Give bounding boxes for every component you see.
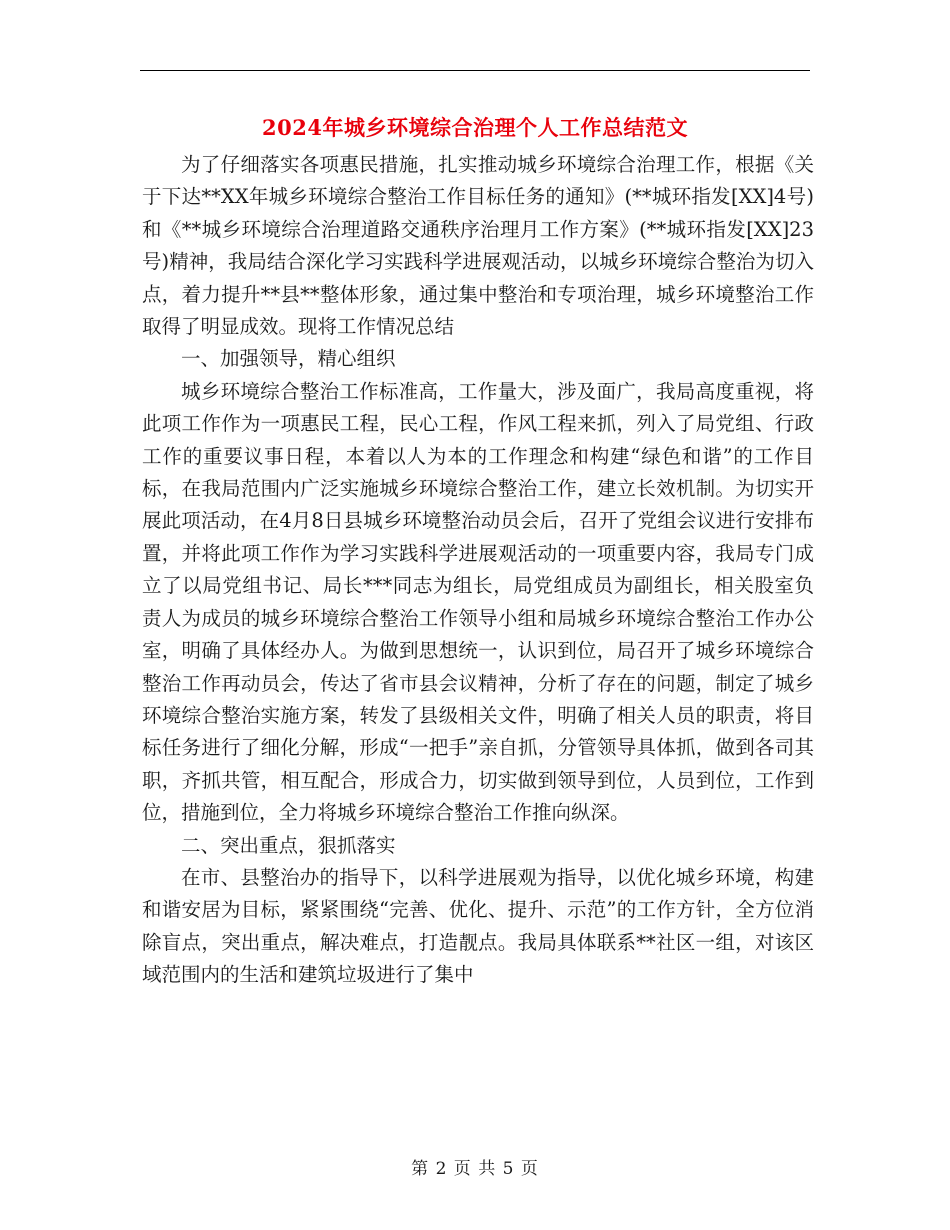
document-title: 2024年城乡环境综合治理个人工作总结范文 [262, 115, 688, 140]
section-heading-2: 二、突出重点，狠抓落实 [181, 833, 396, 857]
page-number-footer: 第 2 页 共 5 页 [411, 1159, 539, 1179]
section-heading-1: 一、加强领导，精心组织 [181, 347, 396, 371]
header-rule [140, 70, 810, 71]
paragraph-section-1: 城乡环境综合整治工作标准高，工作量大，涉及面广，我局高度重视，将此项工作作为一项惠民工程，民心工程，作风工程来抓，列入了局党组、行政工作的重要议事日程，本着以人为本的工作理念和构建“绿色和谐”的工作目标，在我局范围内广泛实施城乡环境综合整治工作，建立长效机制。为切实开展此项活动，在4月8日县城乡环境整治动员会后，召开了党组会议进行安排布置，并将此项工作作为学习实践科学进展观活动的一项重要内容，我局专门成立了以局党组书记、局长***同志为组长，局党组成员为副组长，相关股室负责人为成员的城乡环境综合整治工作领导小组和局城乡环境综合整治工作办公室，明确了具体经办人。为做到思想统一，认识到位，局召开了城乡环境综合整治工作再动员会，传达了省市县会议精神，分析了存在的问题，制定了城乡环境综合整治实施方案，转发了县级相关文件，明确了相关人员的职责，将目标任务进行了细化分解，形成“一把手”亲自抓，分管领导具体抓，做到各司其职，齐抓共管，相互配合，形成合力，切实做到领导到位，人员到位，工作到位，措施到位，全力将城乡环境综合整治工作推向纵深。 [142, 379, 814, 825]
paragraph-intro: 为了仔细落实各项惠民措施，扎实推动城乡环境综合治理工作，根据《关于下达**XX年城乡环境综合整治工作目标任务的通知》(**城环指发[XX]4号)和《**城乡环境综合治理道路交通秩序治理月工作方案》(**城环指发[XX]23号)精神，我局结合深化学习实践科学进展观活动，以城乡环境综合整治为切入点，着力提升**县**整体形象，通过集中整治和专项治理，城乡环境整治工作取得了明显成效。现将工作情况总结 [142, 153, 814, 339]
document-body [142, 149, 814, 992]
paragraph-section-2: 在市、县整治办的指导下，以科学进展观为指导，以优化城乡环境，构建和谐安居为目标，紧紧围绕“完善、优化、提升、示范”的工作方针，全方位消除盲点，突出重点，解决难点，打造靓点。我局具体联系**社区一组，对该区域范围内的生活和建筑垃圾进行了集中 [142, 865, 814, 987]
